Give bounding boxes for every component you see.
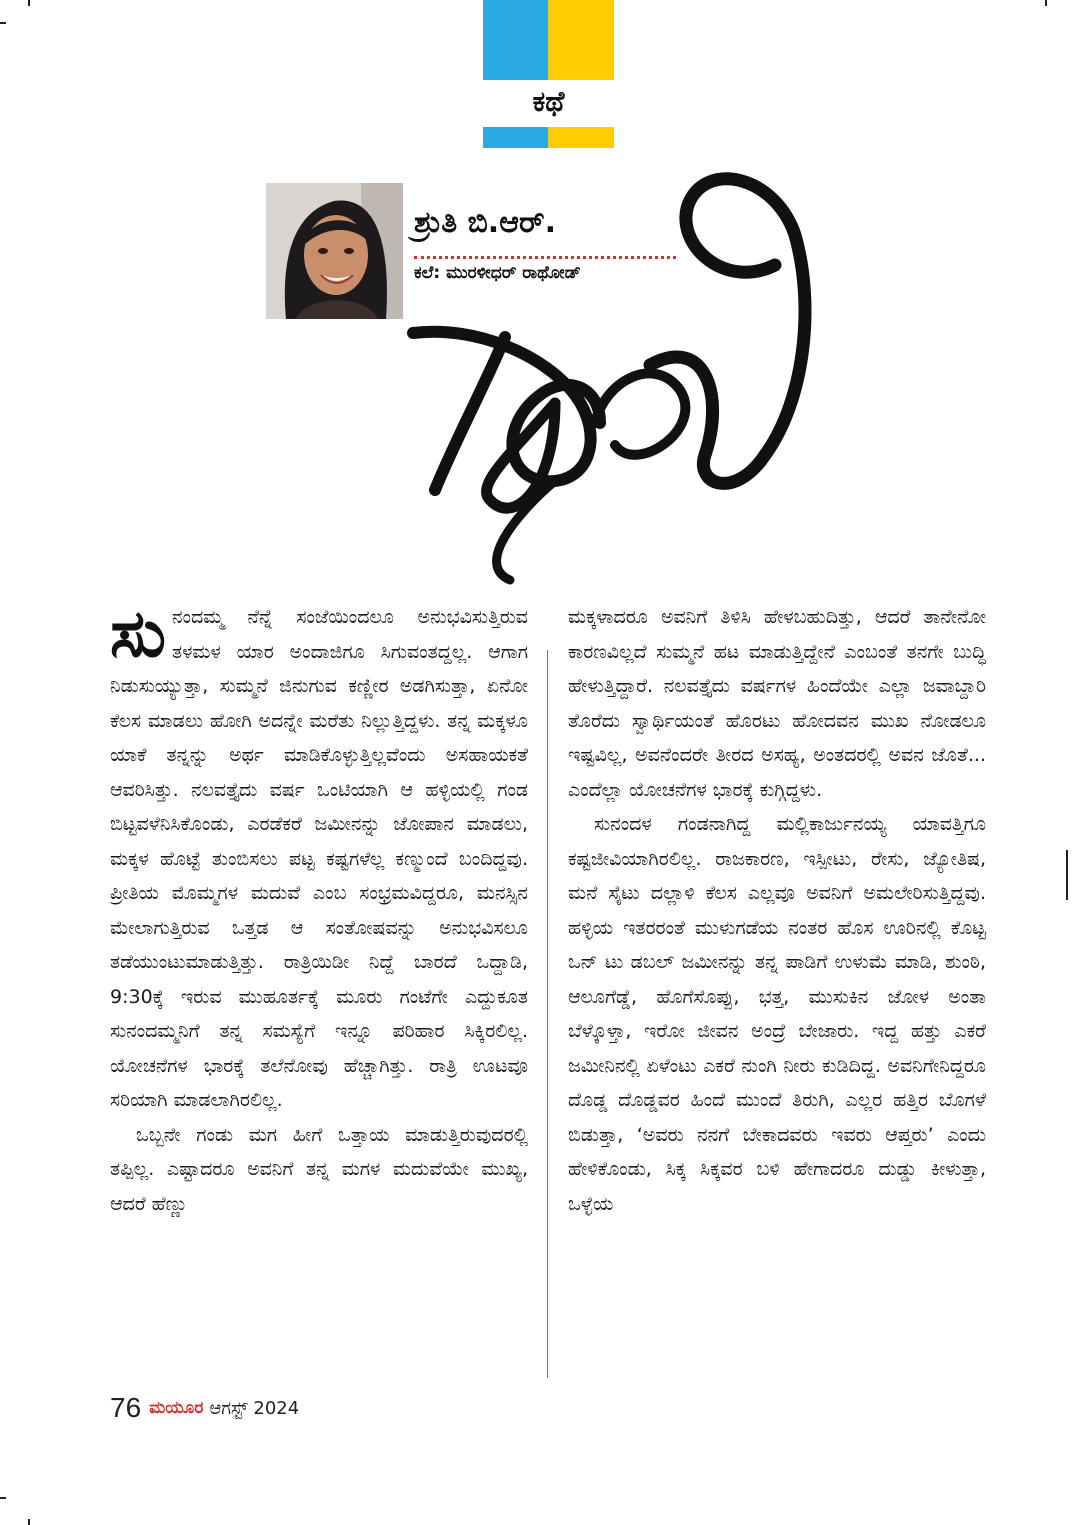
crop-mark xyxy=(0,1497,6,1499)
crop-mark xyxy=(28,0,30,6)
paragraph-text: ನಂದಮ್ಮ ನೆನ್ನೆ ಸಂಜೆಯಿಂದಲೂ ಅನುಭವಿಸುತ್ತಿರುವ ತಳಮಳ ಯಾರ ಅಂದಾಜಿಗೂ ಸಿಗುವಂತದ್ದಲ್ಲ. ಆಗಾಗ ನಿಡುಸುಯ್ಯುತ್ತಾ, ಸುಮ್ಮನೆ ಜಿನುಗುವ ಕಣ್ಣೀರ ಅಡಗಿಸುತ್ತಾ, ಏನೋ ಕೆಲಸ ಮಾಡಲು ಹೋಗಿ ಅದನ್ನೇ ಮರೆತು ನಿಲ್ಲುತ್ತಿದ್ದಳು. ತನ್ನ ಮಕ್ಕಳೂ ಯಾಕೆ ತನ್ನನ್ನು ಅರ್ಥ ಮಾಡಿಕೊಳ್ಳುತ್ತಿಲ್ಲವೆಂದು ಅಸಹಾಯಕತೆ ಆವರಿಸಿತ್ತು. ನಲವತ್ತೈದು ವರ್ಷ ಒಂಟಿಯಾಗಿ ಆ ಹಳ್ಳಿಯಲ್ಲಿ ಗಂಡ ಬಿಟ್ಟವಳೆನಿಸಿಕೊಂಡು, ಎರಡೆಕರೆ ಜಮೀನನ್ನು ಜೋಪಾನ ಮಾಡಲು, ಮಕ್ಕಳ ಹೊಟ್ಟೆ ತುಂಬಿಸಲು ಪಟ್ಟ ಕಷ್ಟಗಳೆಲ್ಲ ಕಣ್ಮುಂದೆ ಬಂದಿದ್ದವು. ಪ್ರೀತಿಯ ಮೊಮ್ಮಗಳ ಮದುವೆ ಎಂಬ ಸಂಭ್ರಮವಿದ್ದರೂ, ಮನಸ್ಸಿನ ಮೇಲಾಗುತ್ತಿರುವ ಒತ್ತಡ ಆ ಸಂತೋಷವನ್ನು ಅನುಭವಿಸಲೂ ತಡೆಯುಂಟುಮಾಡುತ್ತಿತ್ತು. ರಾತ್ರಿಯಿಡೀ ನಿದ್ದೆ ಬಾರದೆ ಒದ್ದಾಡಿ, 9:30ಕ್ಕೆ ಇರುವ ಮುಹೂರ್ತಕ್ಕೆ ಮೂರು ಗಂಟೆಗೇ ಎದ್ದುಕೂತ ಸುನಂದಮ್ಮನಿಗೆ ತನ್ನ ಸಮಸ್ಯೆಗೆ ಇನ್ನೂ ಪರಿಹಾರ ಸಿಕ್ಕಿರಲಿಲ್ಲ. ಯೋಚನೆಗಳ ಭಾರಕ್ಕೆ ತಲೆನೋವು ಹೆಚ್ಚಾಗಿತ್ತು. ರಾತ್ರಿ ಊಟವೂ ಸರಿಯಾಗಿ ಮಾಡಲಾಗಿರಲಿಲ್ಲ. xyxy=(110,606,528,1111)
crop-mark xyxy=(1066,850,1068,900)
color-bar-blue xyxy=(483,0,548,80)
magazine-logo: ಮಯೂರ xyxy=(149,1398,204,1418)
color-bar-yellow xyxy=(548,127,614,148)
story-column-1 xyxy=(110,595,528,1221)
story-paragraph: ಮಕ್ಕಳಾದರೂ ಅವನಿಗೆ ತಿಳಿಸಿ ಹೇಳಬಹುದಿತ್ತು, ಆದರೆ ತಾನೇನೋ ಕಾರಣವಿಲ್ಲದೆ ಸುಮ್ಮನೆ ಹಟ ಮಾಡುತ್ತಿದ್ದೇನೆ ಎಂಬಂತೆ ತನಗೇ ಬುದ್ಧಿ ಹೇಳುತ್ತಿದ್ದಾರೆ. ನಲವತ್ತೈದು ವರ್ಷಗಳ ಹಿಂದೆಯೇ ಎಲ್ಲಾ ಜವಾಬ್ದಾರಿ ತೊರೆದು ಸ್ವಾರ್ಥಿಯಂತೆ ಹೊರಟು ಹೋದವನ ಮುಖ ನೋಡಲೂ ಇಷ್ಟವಿಲ್ಲ, ಅವನೆಂದರೇ ತೀರದ ಅಸಹ್ಯ, ಅಂತದರಲ್ಲಿ ಅವನ ಜೊತೆ... ಎಂದೆಲ್ಲಾ ಯೋಚನೆಗಳ ಭಾರಕ್ಕೆ ಕುಗ್ಗಿದ್ದಳು. xyxy=(568,606,986,801)
crop-mark xyxy=(28,1519,30,1525)
story-paragraph: ಸುನಂದಳ ಗಂಡನಾಗಿದ್ದ ಮಲ್ಲಿಕಾರ್ಜುನಯ್ಯ ಯಾವತ್ತಿಗೂ ಕಷ್ಟಜೀವಿಯಾಗಿರಲಿಲ್ಲ. ರಾಜಕಾರಣ, ಇಸ್ಪೀಟು, ರೇಸು, ಜ್ಯೋತಿಷ, ಮನೆ ಸೈಟು ದಲ್ಲಾಳಿ ಕೆಲಸ ಎಲ್ಲವೂ ಅವನಿಗೆ ಅಮಲೇರಿಸುತ್ತಿದ್ದವು. ಹಳ್ಳಿಯ ಇತರರಂತೆ ಮುಳುಗಡೆಯ ನಂತರ ಹೊಸ ಊರಿನಲ್ಲಿ ಕೊಟ್ಟ ಒನ್ ಟು ಡಬಲ್ ಜಮೀನನ್ನು ತನ್ನ ಪಾಡಿಗೆ ಉಳುಮೆ ಮಾಡಿ, ಶುಂಠಿ, ಆಲೂಗೆಡ್ಡೆ, ಹೊಗೆಸೊಪ್ಪು, ಭತ್ತ, ಮುಸುಕಿನ ಜೋಳ ಅಂತಾ ಬೆಳ್ಕೊಳ್ತಾ, ಇರೋ ಜೀವನ ಅಂದ್ರೆ ಬೇಜಾರು. ಇದ್ದ ಹತ್ತು ಎಕರೆ ಜಮೀನಿನಲ್ಲಿ ಏಳೆಂಟು ಎಕರೆ ನುಂಗಿ ನೀರು ಕುಡಿದಿದ್ದ. ಅವನಿಗೇನಿದ್ದರೂ ದೊಡ್ಡ ದೊಡ್ಡವರ ಹಿಂದೆ ಮುಂದೆ ತಿರುಗಿ, ಎಲ್ಲರ ಹತ್ತಿರ ಬೊಗಳೆ ಬಿಡುತ್ತಾ, ‘ಅವರು ನನಗೆ ಬೇಕಾದವರು ಇವರು ಆಪ್ತರು’ ಎಂದು ಹೇಳಿಕೊಂಡು, ಸಿಕ್ಕ ಸಿಕ್ಕವರ ಬಳಿ ಹೇಗಾದರೂ ದುಡ್ಡು ಕೀಳುತ್ತಾ, ಒಳ್ಳೆಯ xyxy=(568,813,986,1215)
story-paragraph xyxy=(110,595,528,1118)
crop-mark xyxy=(0,22,6,24)
category-block xyxy=(483,0,614,148)
artist-credit: ಕಲೆ: ಮುರಳೀಧರ್ ರಾಥೋಡ್ xyxy=(414,263,581,283)
story-title xyxy=(405,155,835,595)
author-name: ಶ್ರುತಿ ಬಿ.ಆರ್. xyxy=(414,205,556,240)
column-divider xyxy=(547,650,548,1378)
story-title-text xyxy=(835,155,836,156)
page-number: 76 xyxy=(110,1392,142,1423)
crop-mark xyxy=(1045,0,1047,6)
story-column-2 xyxy=(568,600,986,1221)
drop-cap: ಸು xyxy=(110,595,167,672)
color-bar-blue xyxy=(483,127,548,148)
issue-date: ಆಗಸ್ಟ್ 2024 xyxy=(209,1397,300,1419)
color-bar-yellow xyxy=(548,0,614,80)
page-footer xyxy=(110,1392,299,1424)
author-photo xyxy=(266,183,403,319)
story-paragraph: ಒಬ್ಬನೇ ಗಂಡು ಮಗ ಹೀಗೆ ಒತ್ತಾಯ ಮಾಡುತ್ತಿರುವುದರಲ್ಲಿ ತಪ್ಪಿಲ್ಲ. ಎಷ್ಟಾದರೂ ಅವನಿಗೆ ತನ್ನ ಮಗಳ ಮದುವೆಯೇ ಮುಖ್ಯ, ಆದರೆ ಹೆಣ್ಣು xyxy=(110,1123,528,1215)
category-label: ಕಥೆ xyxy=(532,85,565,118)
